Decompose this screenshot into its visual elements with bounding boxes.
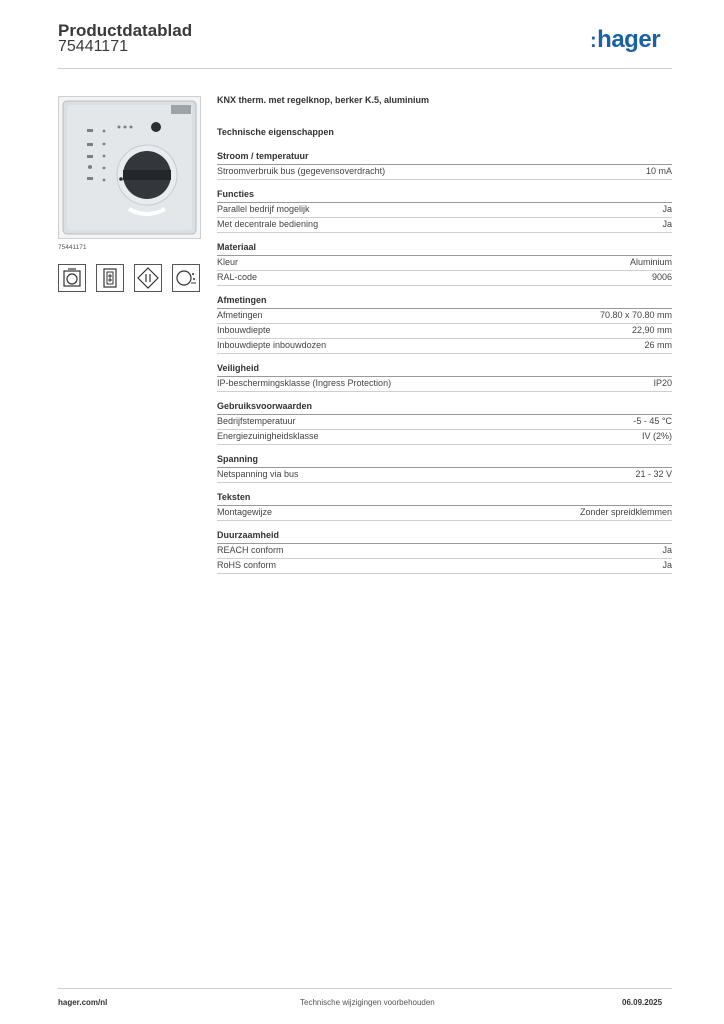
section-title: Afmetingen xyxy=(217,295,672,309)
spec-label: Stroomverbruik bus (gegevensoverdracht) xyxy=(217,166,386,176)
bathroom-ip-icon xyxy=(58,264,86,292)
spec-value: Ja xyxy=(662,204,672,214)
certification-icons xyxy=(58,264,200,292)
footer-notice: Technische wijzigingen voorbehouden xyxy=(300,998,435,1007)
spec-row xyxy=(217,324,672,339)
section-title: Materiaal xyxy=(217,242,672,256)
spec-value: IP20 xyxy=(653,378,672,388)
spec-label: Met decentrale bediening xyxy=(217,219,319,229)
spec-section xyxy=(217,454,672,483)
footer-divider xyxy=(58,988,672,989)
spec-label: RAL-code xyxy=(217,272,258,282)
thermostat-icon xyxy=(172,264,200,292)
spec-row xyxy=(217,309,672,324)
spec-value: Ja xyxy=(662,219,672,229)
spec-label: Inbouwdiepte xyxy=(217,325,271,335)
section-title: Spanning xyxy=(217,454,672,468)
spec-row xyxy=(217,203,672,218)
spec-label: IP-beschermingsklasse (Ingress Protection) xyxy=(217,378,392,388)
spec-section xyxy=(217,295,672,354)
spec-label: Netspanning via bus xyxy=(217,469,299,479)
spec-label: REACH conform xyxy=(217,545,284,555)
spec-label: RoHS conform xyxy=(217,560,277,570)
spec-row xyxy=(217,256,672,271)
spec-value: 9006 xyxy=(651,272,672,282)
section-title: Stroom / temperatuur xyxy=(217,151,672,165)
spec-value: 70.80 x 70.80 mm xyxy=(599,310,672,320)
section-title: Teksten xyxy=(217,492,672,506)
knx-bus-icon xyxy=(134,264,162,292)
spec-row xyxy=(217,165,672,180)
spec-value: 22,90 mm xyxy=(631,325,672,335)
specification-panel xyxy=(217,95,672,583)
spec-section xyxy=(217,151,672,180)
spec-section xyxy=(217,242,672,286)
spec-section xyxy=(217,530,672,574)
spec-value: 26 mm xyxy=(644,340,672,350)
spec-row xyxy=(217,544,672,559)
page-title: Productdatablad xyxy=(58,21,193,40)
spec-value: Ja xyxy=(662,560,672,570)
section-title: Duurzaamheid xyxy=(217,530,672,544)
spec-section xyxy=(217,401,672,445)
spec-value: 10 mA xyxy=(645,166,672,176)
spec-row xyxy=(217,506,672,521)
spec-value: Aluminium xyxy=(629,257,672,267)
technical-properties-heading: Technische eigenschappen xyxy=(217,127,334,137)
spec-label: Energiezuinigheidsklasse xyxy=(217,431,319,441)
product-image xyxy=(58,96,201,239)
spec-label: Kleur xyxy=(217,257,239,267)
spec-label: Inbouwdiepte inbouwdozen xyxy=(217,340,327,350)
spec-section xyxy=(217,189,672,233)
spec-section xyxy=(217,363,672,392)
spec-label: Montagewijze xyxy=(217,507,273,517)
image-caption: 75441171 xyxy=(58,244,87,251)
hager-logo: :hager xyxy=(590,26,661,53)
spec-label: Afmetingen xyxy=(217,310,263,320)
footer-website-link[interactable]: hager.com/nl xyxy=(58,998,108,1007)
section-title: Veiligheid xyxy=(217,363,672,377)
spec-value: IV (2%) xyxy=(641,431,672,441)
header-divider xyxy=(58,68,672,69)
spec-value: -5 - 45 °C xyxy=(633,416,672,426)
product-name: KNX therm. met regelknop, berker K.5, aluminium xyxy=(217,95,430,105)
article-number: 75441171 xyxy=(58,38,128,55)
section-title: Gebruiksvoorwaarden xyxy=(217,401,672,415)
spec-row xyxy=(217,218,672,233)
spec-label: Bedrijfstemperatuur xyxy=(217,416,296,426)
spec-row xyxy=(217,430,672,445)
footer-date: 06.09.2025 xyxy=(622,998,663,1007)
spec-row xyxy=(217,271,672,286)
spec-row xyxy=(217,468,672,483)
spec-label: Parallel bedrijf mogelijk xyxy=(217,204,310,214)
spec-value: 21 - 32 V xyxy=(635,469,672,479)
spec-value: Ja xyxy=(662,545,672,555)
section-title: Functies xyxy=(217,189,672,203)
spec-row xyxy=(217,339,672,354)
spec-row xyxy=(217,415,672,430)
spec-row xyxy=(217,377,672,392)
spec-section xyxy=(217,492,672,521)
spec-row xyxy=(217,559,672,574)
surface-mount-icon xyxy=(96,264,124,292)
spec-value: Zonder spreidklemmen xyxy=(579,507,672,517)
